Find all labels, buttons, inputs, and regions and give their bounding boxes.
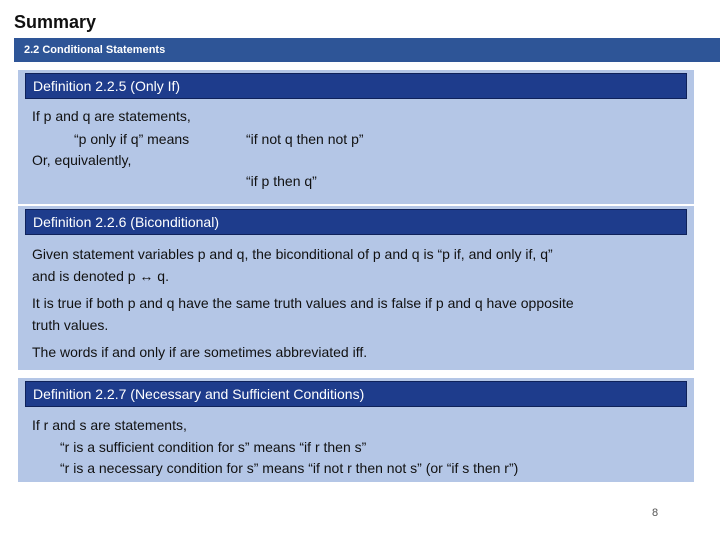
definition-only-if-line2-left: “p only if q” means <box>74 131 190 147</box>
page-number: 8 <box>652 507 659 519</box>
biconditional-para1-line1: Given statement variables p and q, the biconditional of p and q is “p if, and only if, q” <box>32 246 553 262</box>
section-header-bar: 2.2 Conditional Statements <box>14 38 720 62</box>
definition-biconditional-heading: Definition 2.2.6 (Biconditional) <box>25 209 687 235</box>
biconditional-para2-line1: It is true if both p and q have the same truth values and is false if p and q have opposite <box>32 295 574 311</box>
necessary-sufficient-line1: If r and s are statements, <box>32 417 187 433</box>
definition-necessary-sufficient-heading: Definition 2.2.7 (Necessary and Sufficient Conditions) <box>25 381 687 407</box>
biconditional-para2-line2: truth values. <box>32 317 109 333</box>
definition-necessary-sufficient-box <box>18 378 694 482</box>
definition-only-if-line1: If p and q are statements, <box>32 108 191 124</box>
necessary-sufficient-line2: “r is a sufficient condition for s” means “if r then s” <box>60 439 367 455</box>
definition-only-if-box <box>18 70 694 204</box>
necessary-sufficient-line3: “r is a necessary condition for s” means “if not r then not s” (or “if s then r”) <box>60 460 519 476</box>
definition-only-if-line3-right: “if p then q” <box>246 173 317 189</box>
definition-biconditional-box <box>18 206 694 370</box>
biconditional-para1-line2: and is denoted p ↔ q. <box>32 268 169 284</box>
biconditional-para3: The words if and only if are sometimes abbreviated iff. <box>32 344 368 360</box>
definition-only-if-heading: Definition 2.2.5 (Only If) <box>25 73 687 99</box>
slide-title: Summary <box>14 12 97 32</box>
definition-only-if-line2-right: “if not q then not p” <box>246 131 364 147</box>
definition-only-if-line3-left: Or, equivalently, <box>32 152 132 168</box>
